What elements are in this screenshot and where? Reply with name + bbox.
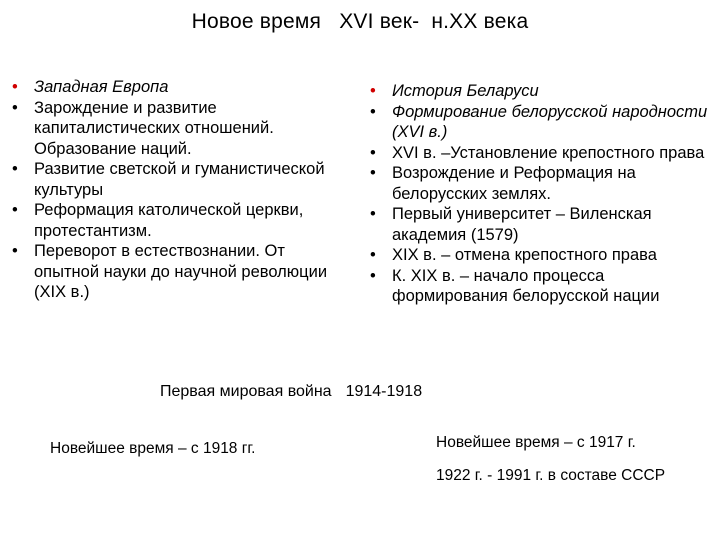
list-item-text: Зарождение и развитие капиталистических отношений. Образование наций. [34,98,274,158]
list-item [8,200,353,241]
ww1-line [160,383,422,401]
western-europe-list [8,77,353,303]
bullet-icon: • [370,266,376,285]
list-item [366,81,711,102]
bullet-icon: • [370,143,376,162]
ww1-label: Первая мировая война [160,383,332,400]
list-item-text: XIX в. – отмена крепостного права [392,246,657,264]
bullet-icon: • [12,201,18,219]
list-item [8,159,353,200]
bullet-icon: • [12,78,18,96]
list-item [366,163,711,204]
list-item-text: Западная Европа [34,78,169,96]
bullet-icon: • [370,164,376,182]
list-item-text: Переворот в естествознании. От опытной науки до научной революции (XIX в.) [34,242,328,301]
bullet-icon: • [12,98,18,117]
belarus-history-list [366,81,711,307]
list-item-text: Первый университет – Виленская академия (1579) [392,205,652,244]
list-item-text: Возрождение и Реформация на белорусских землях. [392,164,636,203]
list-item [366,245,711,266]
ww1-years: 1914-1918 [345,383,423,400]
slide-title: Новое время XVI век- н.XX века [191,10,529,33]
list-item-text: История Беларуси [392,82,539,100]
list-item [366,204,711,245]
list-item [8,98,353,160]
newest-time-right: Новейшее время – с 1917 г. [436,434,636,451]
list-item-text: К. XIX в. – начало процесса формирования белорусской нации [392,266,660,305]
bullet-icon: • [370,82,376,100]
list-item [8,241,353,303]
list-item-text: Реформация католической церкви, протестантизм. [34,201,304,240]
list-item-text: Развитие светской и гуманистической культуры [34,160,325,199]
newest-time-left: Новейшее время – с 1918 гг. [50,440,256,457]
ussr-note: 1922 г. - 1991 г. в составе СССР [436,467,666,484]
bullet-icon: • [370,102,376,121]
list-item [366,102,711,143]
list-item-text: XVI в. –Установление крепостного права [392,143,705,162]
bullet-icon: • [370,205,376,223]
list-item [366,143,711,164]
bullet-icon: • [370,246,376,264]
bullet-icon: • [12,242,18,260]
list-item [366,266,711,307]
list-item-text: Формирование белорусской народности (XVI в.) [392,102,708,141]
bullet-icon: • [12,160,18,178]
list-item [8,77,353,98]
